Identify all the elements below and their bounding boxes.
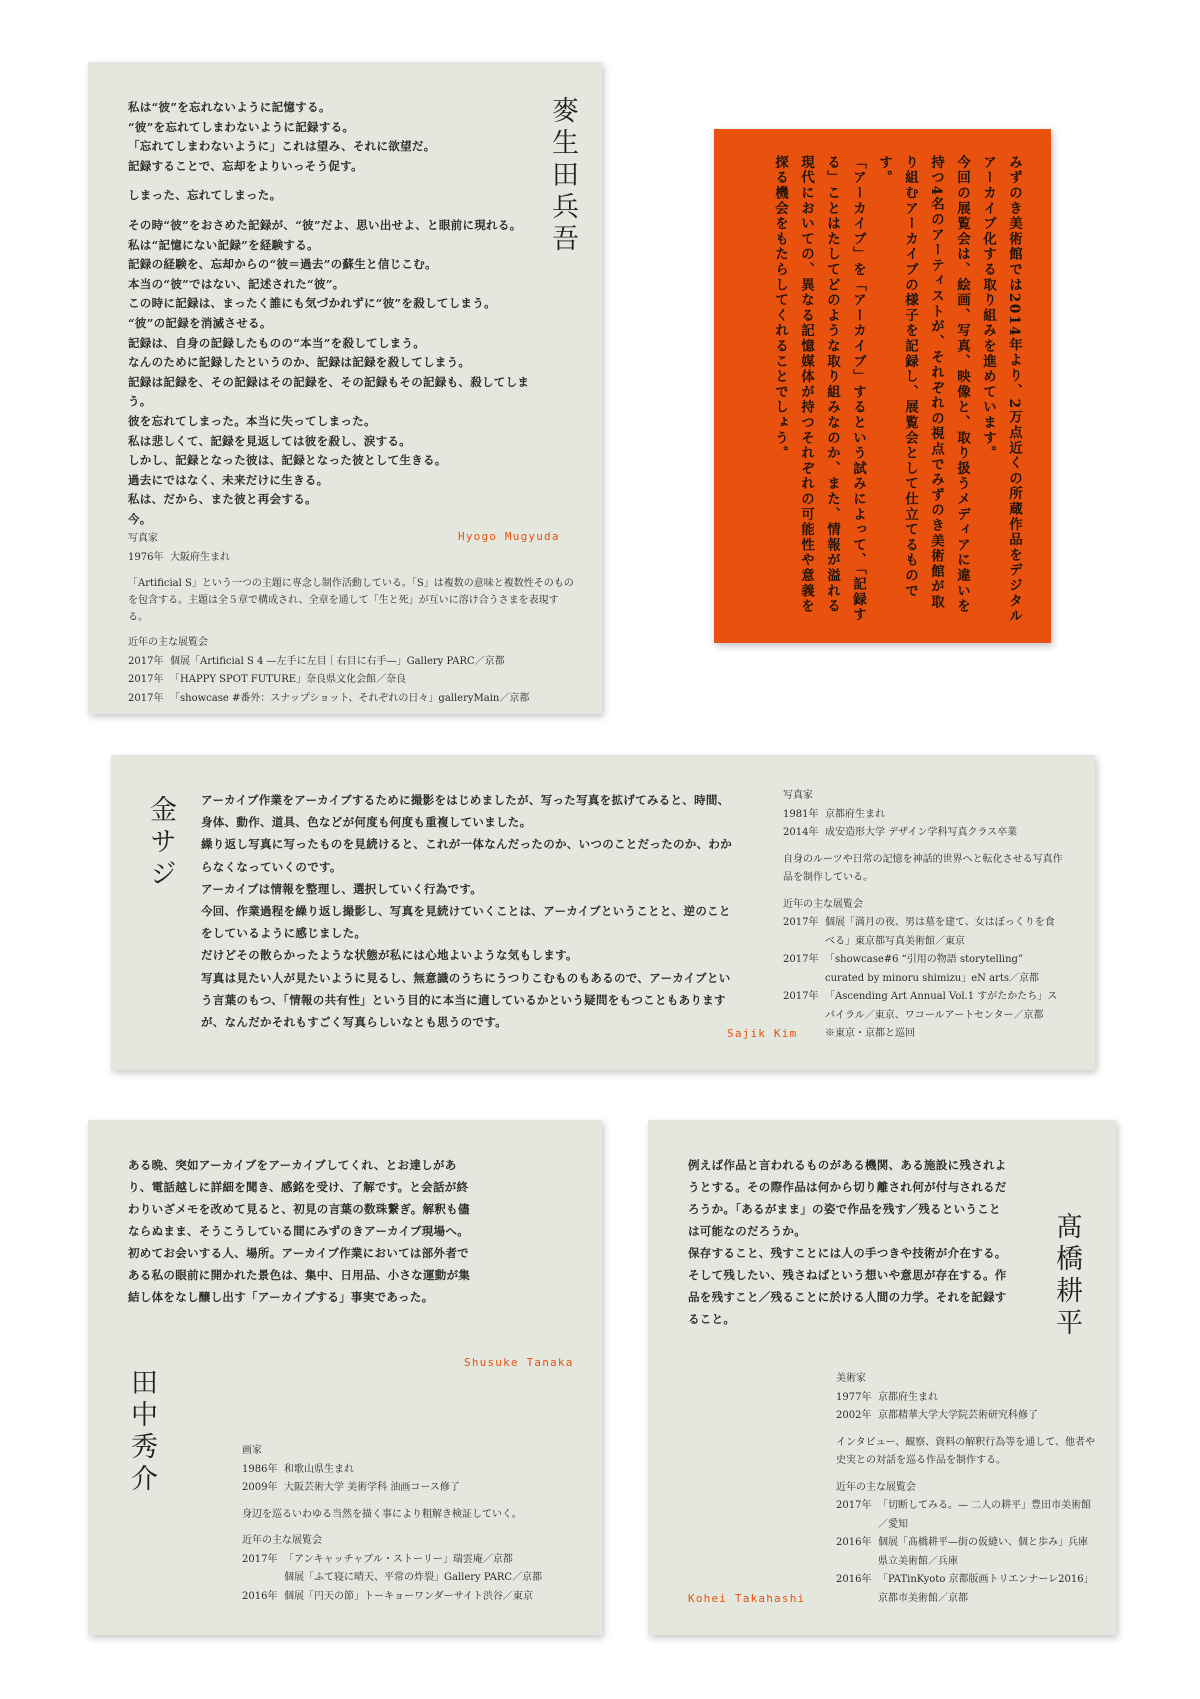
statement-paragraph: 繰り返し写真に写ったものを見続けると、これが一体なんだったのか、いつのことだったのか、わからなくなっていくのです。 [201,837,732,874]
statement-line: その時“彼”をおさめた記録が、“彼”だよ、思い出せよ、と眼前に現れる。 [128,217,522,232]
exhibition-year: 2017年 [783,917,819,928]
profile-text: 成安造形大学 デザイン学科写真クラス卒業 [825,827,1018,838]
artist-name-en: Sajik Kim [727,1027,798,1040]
exhibition-year [242,1569,284,1588]
artist-card-tanaka [88,1120,602,1635]
profile-text: 京都府生まれ [878,1391,938,1403]
exhibition-text: 個展「円天の節」トーキョーワンダーサイト渋谷／東京 [284,1590,533,1602]
exhibition-year: 2017年 [242,1553,278,1565]
exhibition-text: 「HAPPY SPOT FUTURE」奈良県文化会館／奈良 [170,674,407,685]
profile-takahashi [836,1370,1096,1608]
artist-name-en: Hyogo Mugyuda [458,530,560,543]
statement-paragraph: だけどその散らかったような状態が私には心地よいような気もします。 [201,948,578,963]
statement-paragraph: 保存すること、残すことには人の手つきや技術が介在する。そして残したい、残さねばという想いや意思が存在する。作品を残すこと／残ることに於ける人間の力学。それを記録すること。 [688,1246,1007,1326]
profile-text: 和歌山県生まれ [284,1463,354,1475]
exhibition-text: 「アンキャッチャブル・ストーリー」瑞雲庵／京都 [284,1553,513,1565]
statement-line: 過去にではなく、未来だけに生きる。 [128,472,329,487]
statement-kim [201,789,736,1033]
intro-paragraph: 「アーカイブ」を「アーカイブ」するという試みによって、「記録する」ことはたしてどのような取り組みなのか、また、情報が溢れる現代においての、異なる記憶媒体が持つそれぞれの可能性や意義を探る機会をもたらしてくれることでしょう。 [772,155,866,623]
profile-tanaka [242,1442,582,1606]
statement-takahashi [688,1154,1008,1330]
exhibition-text: 個展「ふて寝に晴天、平常の炸裂」Gallery PARC／京都 [284,1572,543,1583]
statement-line: “彼”を忘れてしまわないように記録する。 [128,119,355,134]
profile-description: インタビュー、観察、資料の解釈行為等を通して、他者や史実との対話を巡る作品を制作する。 [836,1436,1095,1466]
profile-role: 写真家 [128,533,158,544]
statement-line: しかし、記録となった彼は、記録となった彼として生きる。 [128,453,447,468]
statement-line: 私は悲しくて、記録を見返しては彼を殺し、涙する。 [128,433,411,448]
statement-line: 彼を忘れてしまった。本当に失ってしまった。 [128,413,376,428]
statement-mugyuda [128,98,548,529]
artist-name-en: Kohei Takahashi [688,1592,806,1605]
statement-line: この時に記録は、まったく誰にも気づかれずに“彼”を殺してしまう。 [128,296,496,311]
intro-text [767,155,1027,625]
exhibition-text: 個展「Artificial S 4 —左手に左目｜右目に右手—」Gallery PARC／京都 [170,655,505,667]
statement-line: “彼”の記録を消滅させる。 [128,315,272,330]
exhibitions-heading: 近年の主な展覧会 [836,1481,916,1493]
statement-paragraph: アーカイブ作業をアーカイブするために撮影をはじめましたが、写った写真を拡げてみると、時間、身体、動作、道具、色などが何度も何度も重複していました。 [201,793,730,830]
statement-line: しまった、忘れてしまった。 [128,188,282,203]
exhibition-year: 2017年 [128,674,164,685]
profile-description: 「Artificial S」という一つの主題に専念し制作活動している。「S」は複数の意味と複数性そのものを包含する。主題は全５章で構成され、全章を通して「生と死」が互いに溶け合うさまを表現する。 [128,578,574,623]
artist-name-ja: 麥生田兵吾 [547,96,578,256]
exhibitions-heading: 近年の主な展覧会 [242,1535,322,1546]
profile-year: 1981年 [783,808,819,820]
profile-year: 2002年 [836,1410,872,1421]
exhibition-year: 2017年 [128,692,164,704]
statement-line: 今。 [128,511,152,526]
statement-tanaka: ある晩、突如アーカイブをアーカイブしてくれ、とお達しがあり、電話越しに詳細を聞き、感銘を受け、了解です。と会話が終わりいざメモを改めて見ると、初見の言葉の数珠繋ぎ。解釈も儘ならぬまま、そうこうしている間にみずのきアーカイブ現場へ。初めてお会いする人、場所。アーカイブ作業においては部外者である私の眼前に開かれた景色は、集中、日用品、小さな運動が集結し体をなし醸し出す「アーカイブする」事実であった。 [128,1158,471,1304]
profile-text: 大阪府生まれ [170,551,230,563]
exhibition-text: 「showcase#6 “引用の物語 storytelling” curated by minoru shimizu」eN arts／京都 [825,954,1039,984]
artist-name-ja: 田中秀介 [126,1368,157,1496]
exhibition-text: 個展「満月の夜、男は墓を建て、女はぼっくりを食べる」東京都写真美術館／東京 [825,917,1055,947]
profile-text: 大阪芸術大学 美術学科 油画コース修了 [284,1482,460,1493]
statement-line: なんのために記録したというのか、記録は記録を殺してしまう。 [128,355,471,370]
exhibition-text: 「切断してみる。— 二人の耕平」豊田市美術館／愛知 [878,1500,1092,1530]
profile-description: 自身のルーツや日常の記憶を神話的世界へと転化させる写真作品を制作している。 [783,853,1063,883]
artist-card-mugyuda [88,62,602,714]
artist-card-takahashi [648,1120,1116,1635]
exhibition-year: 2016年 [242,1590,278,1602]
profile-kim [783,787,1063,1044]
statement-line: 記録の経験を、忘却からの“彼＝過去”の蘇生と信じこむ。 [128,257,437,272]
statement-line: 本当の“彼”ではない、記述された“彼”。 [128,276,345,291]
artist-name-ja: 髙橋耕平 [1051,1212,1082,1340]
intro-paragraph: 今回の展覧会は、絵画、写真、映像と、取り扱うメディアに違いを持つ4名のアーティストが、それぞれの視点でみずのき美術館が取り組むアーカイブの様子を記録し、展覧会として仕立てるものです。 [876,155,970,614]
exhibition-year: 2017年 [836,1500,872,1511]
exhibition-text: 「showcase #番外：スナップショット、それぞれの日々」galleryMain／京都 [170,692,530,704]
profile-role: 画家 [242,1445,262,1456]
statement-line: 私は、だから、また彼と再会する。 [128,492,317,507]
statement-paragraph: 写真は見たい人が見たいように見るし、無意識のうちにうつりこむものもあるので、アーカイブという言葉のもつ、「情報の共有性」という目的に本当に適しているかという疑問をもつこともありますが、なんだかそれもすごく写真らしいなとも思うのです。 [201,970,731,1030]
statement-paragraph: 今回、作業過程を繰り返し撮影し、写真を見続けていくことは、アーカイブということと、逆のことをしているように感じました。 [201,904,731,941]
statement-line: 記録は、自身の記録したものの“本当”を殺してしまう。 [128,335,426,350]
statement-line: 「忘れてしまわないように」これは望み、それに欲望だ。 [128,139,436,154]
profile-year: 2014年 [783,827,819,838]
profile-role: 美術家 [836,1373,866,1384]
profile-role: 写真家 [783,790,813,801]
exhibition-text: 個展「髙橋耕平—街の仮縫い、個と歩み」兵庫県立美術館／兵庫 [878,1537,1088,1567]
artist-name-en: Shusuke Tanaka [464,1356,574,1369]
profile-text: 京都精華大学大学院芸術研究科修了 [878,1410,1038,1421]
exhibition-text: 「Ascending Art Annual Vol.1 すがたかたち」スパイラル／東京、ワコールアートセンター／京都 ※東京・京都と巡回 [825,991,1058,1039]
statement-line: 私は“彼”を忘れないように記憶する。 [128,100,331,114]
profile-description: 身辺を巡るいわゆる当然を描く事により粗解き検証していく。 [242,1508,522,1520]
exhibitions-heading: 近年の主な展覧会 [128,637,208,648]
profile-year: 1977年 [836,1391,872,1403]
profile-mugyuda [128,530,578,708]
artist-card-kim [111,755,1095,1070]
profile-year: 1986年 [242,1463,278,1475]
artist-name-ja: 金サジ [145,795,176,891]
statement-line: 記録は記録を、その記録はその記録を、その記録もその記録も、殺してしまう。 [128,374,530,409]
profile-year: 2009年 [242,1482,278,1493]
exhibition-text: 「PATinKyoto 京都版画トリエンナーレ2016」京都市美術館／京都 [878,1574,1094,1604]
exhibitions-heading: 近年の主な展覧会 [783,898,863,910]
exhibition-year: 2017年 [128,655,164,667]
exhibition-year: 2016年 [836,1574,872,1585]
statement-paragraph: アーカイブは情報を整理し、選択していく行為です。 [201,881,483,896]
profile-text: 京都府生まれ [825,808,885,820]
exhibition-year: 2016年 [836,1537,872,1548]
intro-block [714,129,1051,643]
intro-paragraph: みずのき美術館では2014年より、2万点近くの所蔵作品をデジタルアーカイブ化する取り組みを進めています。 [980,155,1022,625]
statement-line: 私は“記憶にない記録”を経験する。 [128,237,319,252]
statement-paragraph: 例えば作品と言われるものがある機関、ある施設に残されようとする。その際作品は何から切り離され何が付与されるだろうか。「あるがまま」の姿で作品を残す／残るということは可能なのだろうか。 [688,1158,1007,1238]
profile-year: 1976年 [128,551,164,563]
statement-line: 記録することで、忘却をよりいっそう促す。 [128,158,363,173]
exhibition-year: 2017年 [783,991,819,1002]
exhibition-year: 2017年 [783,954,819,965]
